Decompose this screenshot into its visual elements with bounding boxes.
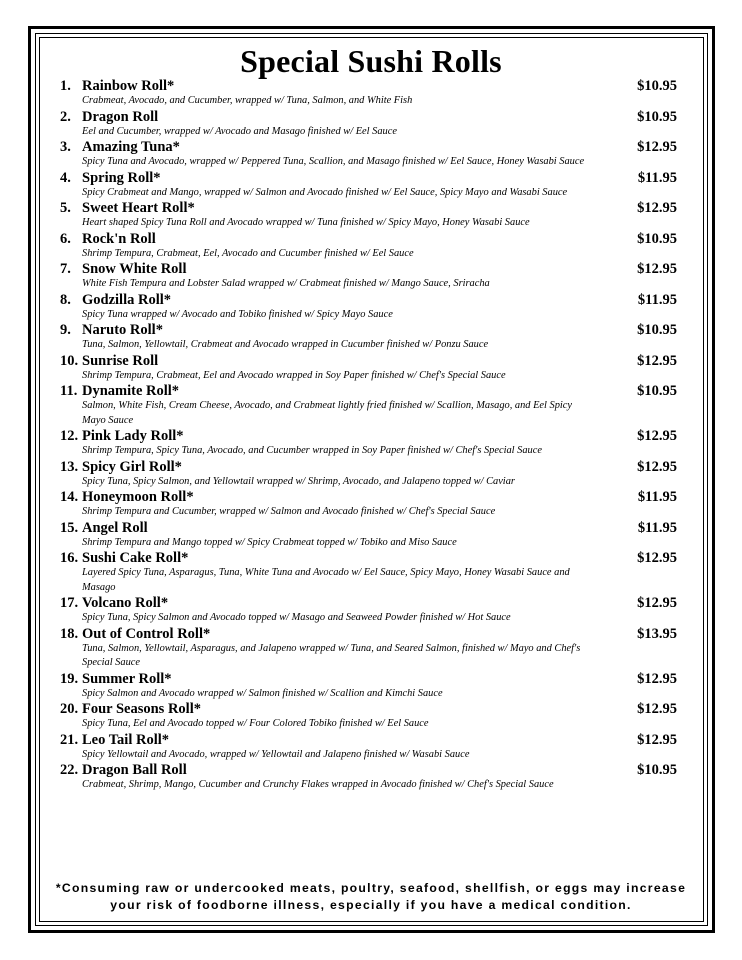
menu-item-description: Spicy Crabmeat and Mango, wrapped w/ Salmon and Avocado finished w/ Eel Sauce, Spicy Mayo and Wasabi Sauce — [82, 186, 568, 198]
menu-item-name: Summer Roll* — [82, 670, 172, 687]
menu-item-description: Shrimp Tempura, Crabmeat, Eel and Avocado wrapped in Soy Paper finished w/ Chef's Special Sauce — [82, 369, 506, 381]
menu-item-number: 22. — [60, 762, 79, 778]
menu-item-description: Shrimp Tempura and Cucumber, wrapped w/ Salmon and Avocado finished w/ Chef's Special Sauce — [82, 506, 496, 517]
menu-item-name: Volcano Roll* — [82, 595, 169, 611]
menu-item-number: 19. — [60, 670, 79, 687]
menu-item-number: 1. — [60, 78, 71, 94]
menu-item — [60, 520, 677, 551]
menu-item-number: 21. — [60, 731, 79, 748]
menu-item-header — [60, 109, 677, 125]
menu-item-name: Sweet Heart Roll* — [82, 200, 195, 216]
menu-item-name: Naruto Roll* — [82, 322, 163, 338]
menu-item-header — [60, 383, 677, 399]
menu-item-price: $13.95 — [637, 625, 677, 642]
menu-item-name: Godzilla Roll* — [82, 291, 172, 308]
menu-item — [60, 489, 677, 520]
menu-item-price: $11.95 — [637, 291, 677, 308]
menu-item — [60, 292, 677, 323]
menu-item-description: Spicy Yellowtail and Avocado, wrapped w/ Yellowtail and Jalapeno finished w/ Wasabi Sauce — [82, 748, 470, 760]
menu-item-name: Pink Lady Roll* — [82, 428, 184, 444]
menu-item-name: Rock'n Roll — [82, 230, 156, 247]
menu-item — [60, 170, 677, 201]
menu-item-name: Spicy Girl Roll* — [82, 458, 182, 475]
menu-item-price: $12.95 — [637, 261, 677, 277]
menu-item-number: 4. — [60, 169, 71, 186]
menu-item-description: Salmon, White Fish, Cream Cheese, Avocado, and Crabmeat lightly fried finished w/ Scallion, Masago, and Eel Spicy Mayo Sauce — [82, 400, 573, 426]
menu-item-name: Spring Roll* — [82, 169, 161, 186]
menu-item-description: Eel and Cucumber, wrapped w/ Avocado and Masago finished w/ Eel Sauce — [82, 125, 397, 137]
menu-item-header — [60, 231, 677, 247]
menu-item-price: $11.95 — [637, 489, 677, 505]
menu-item-name: Amazing Tuna* — [82, 139, 180, 155]
menu-item-number: 8. — [60, 291, 71, 308]
menu-item-header — [60, 732, 677, 748]
menu-item-header — [60, 671, 677, 687]
menu-item-name: Four Seasons Roll* — [82, 701, 201, 717]
menu-item-header — [60, 550, 677, 566]
menu-item-price: $10.95 — [637, 762, 677, 778]
menu-item-number: 20. — [60, 701, 79, 717]
menu-item — [60, 109, 677, 140]
menu-item-price: $12.95 — [637, 595, 677, 611]
menu-item-header — [60, 489, 677, 505]
menu-item-header — [60, 762, 677, 778]
menu-item-description: Tuna, Salmon, Yellowtail, Asparagus, and Jalapeno wrapped w/ Tuna, and Seared Salmon, finished w/ Mayo and Chef's Special Sauce — [82, 642, 581, 668]
menu-item — [60, 200, 677, 231]
menu-item-price: $10.95 — [637, 383, 677, 399]
menu-item — [60, 595, 677, 626]
menu-item-price: $11.95 — [637, 169, 677, 186]
menu-item-description: Crabmeat, Shrimp, Mango, Cucumber and Crunchy Flakes wrapped in Avocado finished w/ Chef's Special Sauce — [82, 779, 554, 790]
menu-item — [60, 762, 677, 793]
menu-item-header — [60, 701, 677, 717]
menu-item-description: Spicy Tuna and Avocado, wrapped w/ Peppered Tuna, Scallion, and Masago finished w/ Eel Sauce, Honey Wasabi Sauce — [82, 156, 585, 167]
menu-item — [60, 550, 677, 595]
menu-item-price: $12.95 — [637, 139, 677, 155]
menu-item-price: $10.95 — [637, 322, 677, 338]
menu-item-description: Spicy Salmon and Avocado wrapped w/ Salmon finished w/ Scallion and Kimchi Sauce — [82, 687, 443, 699]
menu-item — [60, 701, 677, 732]
menu-item-header — [60, 170, 677, 186]
menu-item-number: 14. — [60, 489, 79, 505]
menu-item-number: 15. — [60, 519, 79, 536]
menu-item-number: 6. — [60, 230, 71, 247]
menu-item-number: 16. — [60, 550, 79, 566]
menu-item-number: 3. — [60, 139, 71, 155]
menu-item-number: 17. — [60, 595, 79, 611]
menu-item-description: Heart shaped Spicy Tuna Roll and Avocado wrapped w/ Tuna finished w/ Spicy Mayo, Honey Wasabi Sauce — [82, 217, 530, 228]
menu-item-header — [60, 520, 677, 536]
menu-item — [60, 353, 677, 384]
menu-item-name: Rainbow Roll* — [82, 78, 175, 94]
menu-item-name: Sunrise Roll — [82, 352, 159, 369]
menu-item-price: $10.95 — [637, 78, 677, 94]
menu-item — [60, 626, 677, 671]
page-title: Special Sushi Rolls — [240, 43, 502, 79]
menu-item — [60, 231, 677, 262]
menu-item-price: $12.95 — [637, 731, 677, 748]
menu-item-description: Shrimp Tempura, Crabmeat, Eel, Avocado and Cucumber finished w/ Eel Sauce — [82, 247, 414, 259]
menu-item-name: Dragon Ball Roll — [82, 762, 187, 778]
menu-item-description: Spicy Tuna, Spicy Salmon, and Yellowtail wrapped w/ Shrimp, Avocado, and Jalapeno topped w/ Caviar — [82, 475, 515, 487]
menu-item-header — [60, 353, 677, 369]
menu-item-header — [60, 595, 677, 611]
menu-item-price: $12.95 — [637, 458, 677, 475]
menu-item — [60, 671, 677, 702]
menu-item-number: 12. — [60, 428, 79, 444]
menu-item-price: $11.95 — [637, 519, 677, 536]
disclaimer-line-2: your risk of foodborne illness, especially if you have a medical condition. — [110, 898, 632, 912]
menu-list — [60, 78, 677, 793]
menu-item-description: Spicy Tuna, Eel and Avocado topped w/ Four Colored Tobiko finished w/ Eel Sauce — [82, 718, 429, 729]
menu-item-name: Dragon Roll — [82, 108, 159, 125]
menu-item-name: Leo Tail Roll* — [82, 731, 170, 748]
menu-item-price: $12.95 — [637, 200, 677, 216]
menu-item-number: 7. — [60, 261, 71, 277]
menu-item-price: $12.95 — [637, 550, 677, 566]
menu-item-price: $12.95 — [637, 670, 677, 687]
menu-item — [60, 383, 677, 428]
menu-item-name: Dynamite Roll* — [82, 383, 180, 399]
menu-item-description: Tuna, Salmon, Yellowtail, Crabmeat and Avocado wrapped in Cucumber finished w/ Ponzu Sauce — [82, 339, 489, 350]
menu-item-number: 18. — [60, 625, 79, 642]
menu-item-name: Honeymoon Roll* — [82, 489, 194, 505]
menu-item-price: $12.95 — [637, 701, 677, 717]
menu-item-header — [60, 459, 677, 475]
menu-item-name: Angel Roll — [82, 519, 148, 536]
menu-item-header — [60, 428, 677, 444]
menu-item-description: Spicy Tuna wrapped w/ Avocado and Tobiko finished w/ Spicy Mayo Sauce — [82, 308, 393, 320]
menu-item-name: Sushi Cake Roll* — [82, 550, 189, 566]
menu-item — [60, 78, 677, 109]
menu-item-number: 11. — [60, 383, 78, 399]
menu-item-header — [60, 200, 677, 216]
menu-item-description: White Fish Tempura and Lobster Salad wrapped w/ Crabmeat finished w/ Mango Sauce, Sriracha — [82, 278, 490, 289]
menu-item-price: $12.95 — [637, 352, 677, 369]
menu-item-description: Shrimp Tempura and Mango topped w/ Spicy Crabmeat topped w/ Tobiko and Miso Sauce — [82, 536, 457, 548]
menu-item-price: $10.95 — [637, 230, 677, 247]
menu-item-number: 10. — [60, 352, 79, 369]
menu-item-header — [60, 626, 677, 642]
menu-item — [60, 428, 677, 459]
menu-item-header — [60, 78, 677, 94]
menu-item-number: 9. — [60, 322, 71, 338]
menu-item-description: Shrimp Tempura, Spicy Tuna, Avocado, and Cucumber wrapped in Soy Paper finished w/ Chef's Special Sauce — [82, 445, 542, 456]
menu-item-header — [60, 261, 677, 277]
menu-item — [60, 732, 677, 763]
menu-item-number: 13. — [60, 458, 79, 475]
menu-item-number: 5. — [60, 200, 71, 216]
menu-item-description: Crabmeat, Avocado, and Cucumber, wrapped w/ Tuna, Salmon, and White Fish — [82, 95, 413, 106]
menu-item — [60, 261, 677, 292]
disclaimer — [40, 880, 702, 914]
menu-item-header — [60, 292, 677, 308]
menu-item-name: Out of Control Roll* — [82, 625, 211, 642]
menu-item-number: 2. — [60, 108, 71, 125]
menu-item-name: Snow White Roll — [82, 261, 187, 277]
menu-item-header — [60, 322, 677, 338]
menu-item-description: Layered Spicy Tuna, Asparagus, Tuna, White Tuna and Avocado w/ Eel Sauce, Spicy Mayo, Honey Wasabi Sauce and Masago — [82, 567, 570, 593]
menu-item — [60, 322, 677, 353]
menu-item-description: Spicy Tuna, Spicy Salmon and Avocado topped w/ Masago and Seaweed Powder finished w/ Hot Sauce — [82, 612, 511, 623]
disclaimer-line-1: *Consuming raw or undercooked meats, poultry, seafood, shellfish, or eggs may increase — [55, 881, 687, 895]
menu-item-header — [60, 139, 677, 155]
menu-item — [60, 459, 677, 490]
menu-item-price: $12.95 — [637, 428, 677, 444]
menu-item — [60, 139, 677, 170]
menu-item-price: $10.95 — [637, 108, 677, 125]
